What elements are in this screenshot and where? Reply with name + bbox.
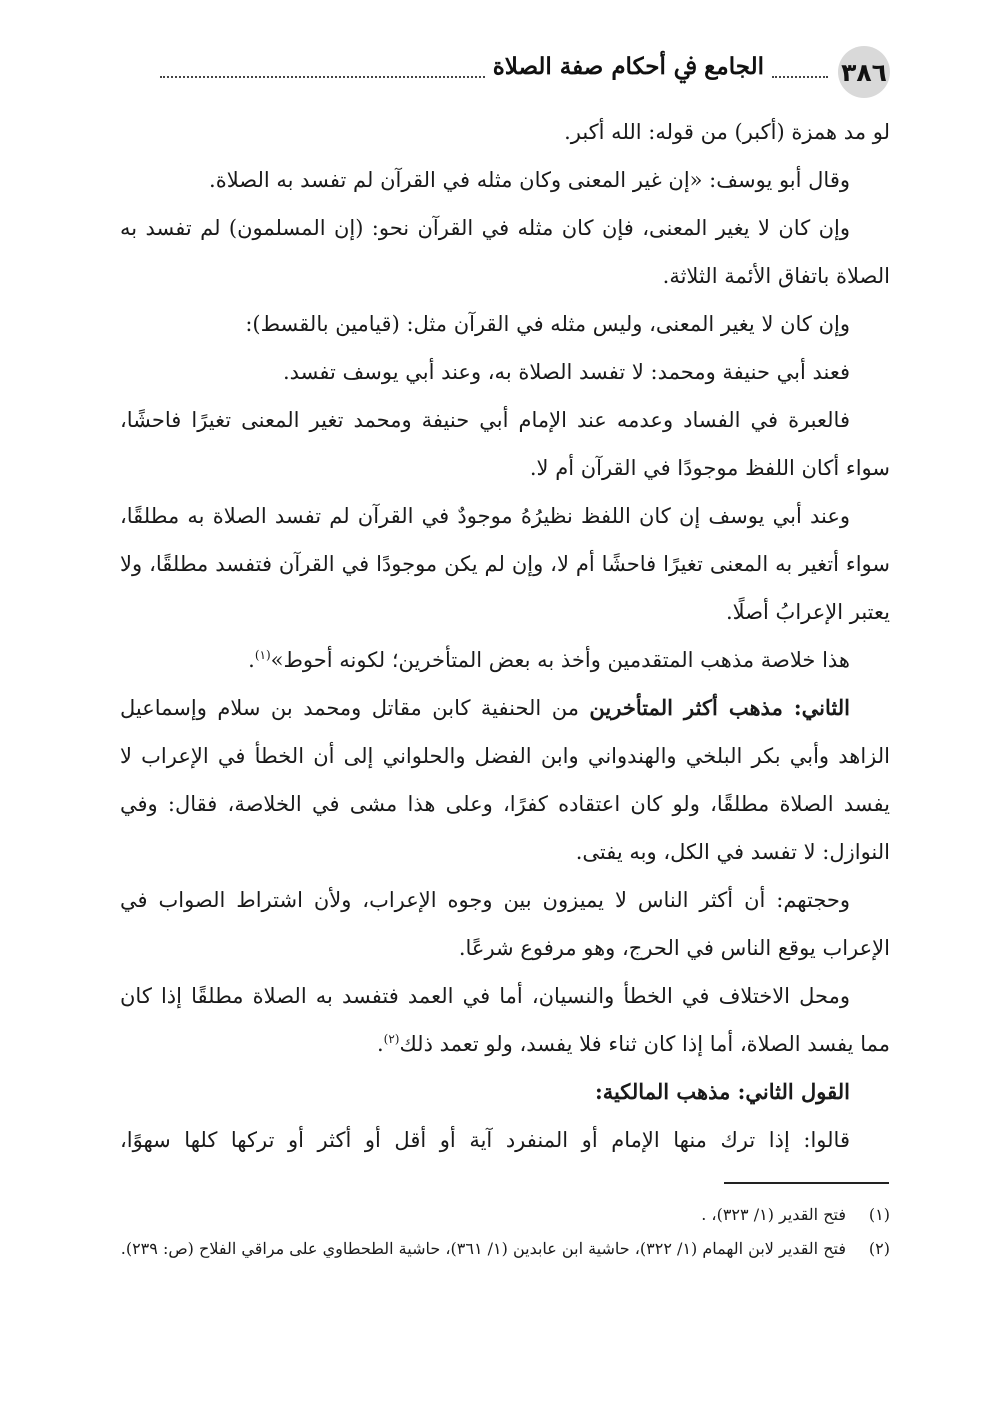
running-title: الجامع ﰲ أحكام صفة الصلاة: [492, 53, 764, 80]
paragraph-6: فالعبرة في الفساد وعدمه عند الإمام أبي حنيفة ومحمد تغير المعنى تغيرًا فاحشًا، سواء أكان اللفظ موجودًا في القرآن أم لا.: [120, 408, 890, 480]
paragraph-8: [120, 636, 890, 684]
main-text: [120, 108, 890, 1164]
footnote-2: [120, 1232, 890, 1266]
section-heading-maliki: القول الثاني: مذهب المالكية:: [594, 1079, 850, 1104]
paragraph-11: [120, 972, 890, 1068]
paragraph-1: لو مد همزة (أكبر) من قوله: الله أكبر.: [564, 120, 890, 144]
paragraph-9-text: من الحنفية كابن مقاتل ومحمد بن سلام وإسماعيل الزاهد وأبي بكر البلخي والهندواني وابن الفضل والحلواني إلى أن الخطأ في الإعراب لا يفسد الصلاة مطلقًا، ولو كان اعتقاده كفرًا، وعلى هذا مشى في الخلاصة، فقال: وفي النوازل: لا تفسد في الكل، وبه يفتى.: [120, 696, 890, 864]
footnote-2-text: فتح القدير لابن الهمام (١/ ٣٢٢)، حاشية ابن عابدين (١/ ٣٦١)، حاشية الطحطاوي على مراقي الفلاح (ص: ٢٣٩).: [120, 1239, 846, 1258]
footnotes: [120, 1198, 890, 1266]
paragraph-9: [120, 684, 890, 876]
footnote-ref-2[interactable]: (٢): [383, 1032, 400, 1046]
paragraph-11-text: ومحل الاختلاف في الخطأ والنسيان، أما في العمد فتفسد به الصلاة مطلقًا إذا كان مما يفسد الصلاة، أما إذا كان ثناء فلا يفسد، ولو تعمد ذلك: [120, 984, 890, 1056]
footnote-1: [120, 1198, 890, 1232]
header-dotted-rule-left: [160, 76, 485, 78]
footnote-1-number: (١): [868, 1205, 890, 1224]
paragraph-11-tail: .: [376, 1032, 384, 1056]
footnote-1-text: فتح القدير (١/ ٣٢٣)، .: [701, 1205, 846, 1224]
paragraph-13: قالوا: إذا ترك منها الإمام أو المنفرد آية أو أقل أو أكثر أو تركها كلها سهوًا،: [120, 1128, 850, 1152]
paragraph-8-tail: .: [248, 648, 255, 672]
footnote-ref-1[interactable]: (١): [254, 648, 271, 662]
footnote-2-number: (٢): [868, 1239, 890, 1258]
page-number-badge: ٣٨٦: [838, 46, 890, 98]
paragraph-7: وعند أبي يوسف إن كان اللفظ نظيرُهُ موجودٌ في القرآن لم تفسد الصلاة به مطلقًا، سواء أتغير به المعنى تغيرًا فاحشًا أم لا، وإن لم يكن موجودًا في القرآن فتفسد مطلقًا، ولا يعتبر الإعرابُ أصلًا.: [120, 504, 890, 624]
paragraph-10: وحجتهم: أن أكثر الناس لا يميزون بين وجوه الإعراب، ولأن اشتراط الصواب في الإعراب يوقع الناس في الحرج، وهو مرفوع شرعًا.: [120, 888, 890, 960]
paragraph-3: وإن كان لا يغير المعنى، فإن كان مثله في القرآن نحو: (إن المسلمون) لم تفسد به الصلاة باتفاق الأئمة الثلاثة.: [120, 216, 890, 288]
header-dotted-rule-right: [772, 76, 828, 78]
paragraph-8-text: هذا خلاصة مذهب المتقدمين وأخذ به بعض المتأخرين؛ لكونه أحوط»: [270, 648, 850, 672]
page-header: [120, 44, 890, 100]
paragraph-4: وإن كان لا يغير المعنى، وليس مثله في القرآن مثل: (قيامين بالقسط):: [245, 312, 850, 336]
paragraph-5: فعند أبي حنيفة ومحمد: لا تفسد الصلاة به، وعند أبي يوسف تفسد.: [282, 360, 850, 384]
paragraph-9-lead: الثاني: مذهب أكثر المتأخرين: [589, 695, 850, 720]
footnote-separator: [724, 1182, 889, 1184]
paragraph-2: وقال أبو يوسف: «إن غير المعنى وكان مثله في القرآن لم تفسد به الصلاة.: [209, 168, 850, 192]
